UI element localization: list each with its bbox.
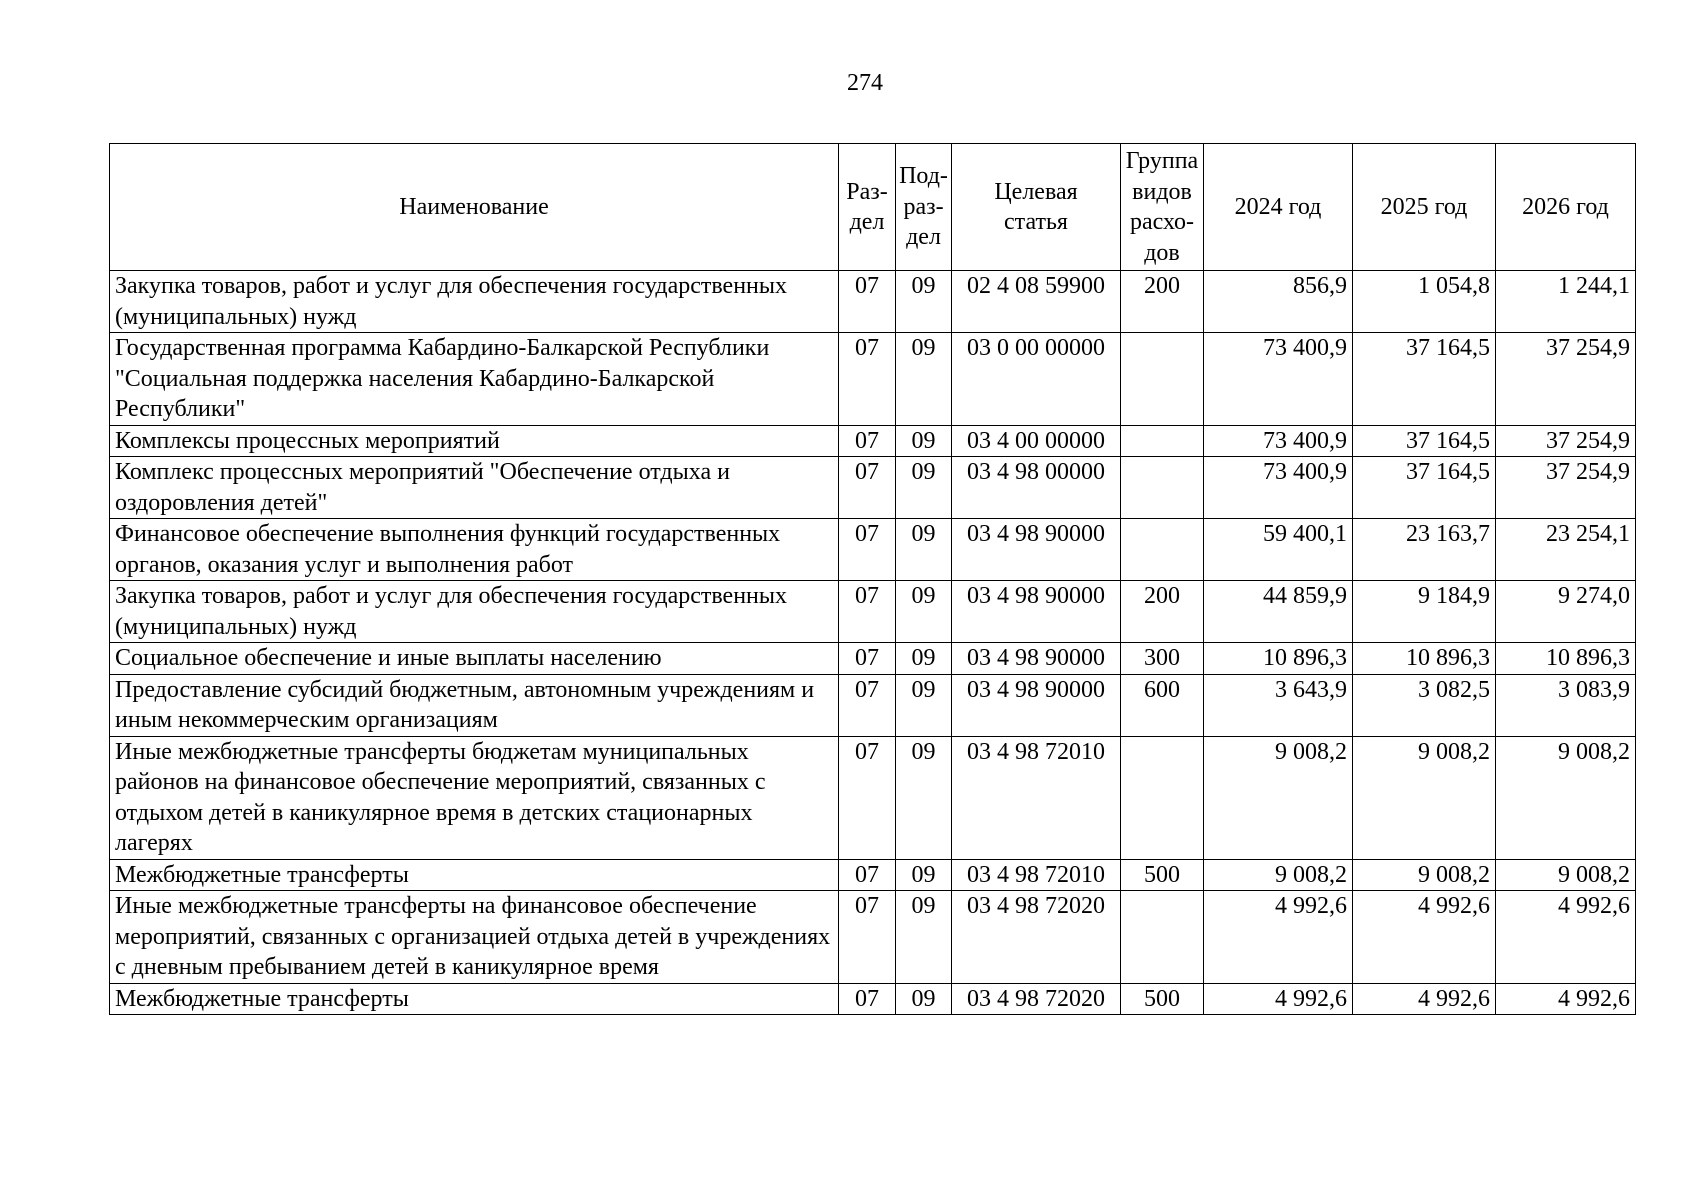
row-amount-2026: 1 244,1 [1496, 271, 1636, 333]
header-2025: 2025 год [1353, 144, 1496, 271]
header-gruppa-vidov-rashodov: Группа видов расхо- дов [1121, 144, 1204, 271]
table-row [110, 333, 1636, 426]
row-amount-2025: 3 082,5 [1353, 674, 1496, 736]
table-header-row [110, 144, 1636, 271]
row-celevaya-statya: 03 4 98 72010 [952, 859, 1121, 891]
row-amount-2025: 1 054,8 [1353, 271, 1496, 333]
row-amount-2026: 37 254,9 [1496, 457, 1636, 519]
row-podrazdel: 09 [896, 333, 952, 426]
row-razdel: 07 [839, 271, 896, 333]
row-vid-rashodov [1121, 457, 1204, 519]
header-podrazdel: Под- раз- дел [896, 144, 952, 271]
row-celevaya-statya: 03 0 00 00000 [952, 333, 1121, 426]
row-podrazdel: 09 [896, 891, 952, 984]
row-name: Закупка товаров, работ и услуг для обеспечения государственных (муниципальных) нужд [110, 581, 839, 643]
row-razdel: 07 [839, 643, 896, 675]
row-name: Социальное обеспечение и иные выплаты населению [110, 643, 839, 675]
table-row [110, 891, 1636, 984]
row-podrazdel: 09 [896, 425, 952, 457]
header-name: Наименование [110, 144, 839, 271]
row-name: Финансовое обеспечение выполнения функций государственных органов, оказания услуг и выполнения работ [110, 519, 839, 581]
row-amount-2026: 37 254,9 [1496, 333, 1636, 426]
row-amount-2025: 9 008,2 [1353, 736, 1496, 859]
row-name: Комплексы процессных мероприятий [110, 425, 839, 457]
row-amount-2026: 4 992,6 [1496, 983, 1636, 1015]
row-vid-rashodov [1121, 333, 1204, 426]
table-row [110, 674, 1636, 736]
row-amount-2026: 37 254,9 [1496, 425, 1636, 457]
row-amount-2025: 37 164,5 [1353, 457, 1496, 519]
row-amount-2024: 10 896,3 [1204, 643, 1353, 675]
row-amount-2025: 9 008,2 [1353, 859, 1496, 891]
row-amount-2026: 9 008,2 [1496, 736, 1636, 859]
table-row [110, 736, 1636, 859]
row-amount-2026: 4 992,6 [1496, 891, 1636, 984]
row-podrazdel: 09 [896, 736, 952, 859]
header-celevaya-statya: Целевая статья [952, 144, 1121, 271]
row-name: Межбюджетные трансферты [110, 859, 839, 891]
row-razdel: 07 [839, 859, 896, 891]
row-vid-rashodov: 300 [1121, 643, 1204, 675]
row-amount-2024: 3 643,9 [1204, 674, 1353, 736]
row-name: Государственная программа Кабардино-Балкарской Республики "Социальная поддержка населения Кабардино-Балкарской Республики" [110, 333, 839, 426]
budget-table [109, 143, 1636, 1015]
row-podrazdel: 09 [896, 271, 952, 333]
row-vid-rashodov [1121, 736, 1204, 859]
row-amount-2025: 23 163,7 [1353, 519, 1496, 581]
table-row [110, 859, 1636, 891]
row-vid-rashodov: 200 [1121, 271, 1204, 333]
row-amount-2026: 9 274,0 [1496, 581, 1636, 643]
row-celevaya-statya: 03 4 00 00000 [952, 425, 1121, 457]
row-razdel: 07 [839, 457, 896, 519]
table-row [110, 581, 1636, 643]
row-razdel: 07 [839, 891, 896, 984]
row-razdel: 07 [839, 425, 896, 457]
row-amount-2024: 4 992,6 [1204, 891, 1353, 984]
table-row [110, 457, 1636, 519]
row-celevaya-statya: 03 4 98 72010 [952, 736, 1121, 859]
row-razdel: 07 [839, 736, 896, 859]
row-name: Комплекс процессных мероприятий "Обеспечение отдыха и оздоровления детей" [110, 457, 839, 519]
row-razdel: 07 [839, 519, 896, 581]
table-row [110, 271, 1636, 333]
table-row [110, 643, 1636, 675]
row-amount-2026: 3 083,9 [1496, 674, 1636, 736]
row-amount-2026: 10 896,3 [1496, 643, 1636, 675]
row-celevaya-statya: 03 4 98 90000 [952, 643, 1121, 675]
row-podrazdel: 09 [896, 674, 952, 736]
row-vid-rashodov [1121, 519, 1204, 581]
row-vid-rashodov: 200 [1121, 581, 1204, 643]
row-razdel: 07 [839, 581, 896, 643]
row-celevaya-statya: 03 4 98 90000 [952, 519, 1121, 581]
row-podrazdel: 09 [896, 983, 952, 1015]
row-amount-2024: 44 859,9 [1204, 581, 1353, 643]
header-2024: 2024 год [1204, 144, 1353, 271]
row-amount-2024: 4 992,6 [1204, 983, 1353, 1015]
row-amount-2025: 9 184,9 [1353, 581, 1496, 643]
row-podrazdel: 09 [896, 519, 952, 581]
row-amount-2025: 37 164,5 [1353, 425, 1496, 457]
row-podrazdel: 09 [896, 643, 952, 675]
table-row [110, 983, 1636, 1015]
row-podrazdel: 09 [896, 457, 952, 519]
row-name: Межбюджетные трансферты [110, 983, 839, 1015]
row-amount-2024: 856,9 [1204, 271, 1353, 333]
row-name: Закупка товаров, работ и услуг для обеспечения государственных (муниципальных) нужд [110, 271, 839, 333]
row-celevaya-statya: 02 4 08 59900 [952, 271, 1121, 333]
row-amount-2024: 59 400,1 [1204, 519, 1353, 581]
header-2026: 2026 год [1496, 144, 1636, 271]
row-razdel: 07 [839, 674, 896, 736]
row-vid-rashodov [1121, 891, 1204, 984]
row-amount-2024: 73 400,9 [1204, 425, 1353, 457]
row-name: Предоставление субсидий бюджетным, автономным учреждениям и иным некоммерческим организациям [110, 674, 839, 736]
row-amount-2026: 23 254,1 [1496, 519, 1636, 581]
row-name: Иные межбюджетные трансферты на финансовое обеспечение мероприятий, связанных с организацией отдыха детей в учреждениях с дневным пребыванием детей в каникулярное время [110, 891, 839, 984]
row-vid-rashodov: 500 [1121, 983, 1204, 1015]
row-amount-2024: 9 008,2 [1204, 859, 1353, 891]
row-vid-rashodov [1121, 425, 1204, 457]
row-amount-2024: 9 008,2 [1204, 736, 1353, 859]
row-name: Иные межбюджетные трансферты бюджетам муниципальных районов на финансовое обеспечение мероприятий, связанных с отдыхом детей в каникулярное время в детских стационарных лагерях [110, 736, 839, 859]
row-celevaya-statya: 03 4 98 90000 [952, 674, 1121, 736]
header-razdel: Раз- дел [839, 144, 896, 271]
row-razdel: 07 [839, 333, 896, 426]
row-celevaya-statya: 03 4 98 90000 [952, 581, 1121, 643]
row-celevaya-statya: 03 4 98 00000 [952, 457, 1121, 519]
row-amount-2026: 9 008,2 [1496, 859, 1636, 891]
row-vid-rashodov: 600 [1121, 674, 1204, 736]
row-razdel: 07 [839, 983, 896, 1015]
row-amount-2025: 4 992,6 [1353, 983, 1496, 1015]
row-amount-2025: 10 896,3 [1353, 643, 1496, 675]
row-amount-2025: 4 992,6 [1353, 891, 1496, 984]
row-amount-2024: 73 400,9 [1204, 333, 1353, 426]
row-celevaya-statya: 03 4 98 72020 [952, 891, 1121, 984]
row-podrazdel: 09 [896, 859, 952, 891]
row-amount-2025: 37 164,5 [1353, 333, 1496, 426]
row-vid-rashodov: 500 [1121, 859, 1204, 891]
row-celevaya-statya: 03 4 98 72020 [952, 983, 1121, 1015]
row-podrazdel: 09 [896, 581, 952, 643]
row-amount-2024: 73 400,9 [1204, 457, 1353, 519]
table-row [110, 519, 1636, 581]
table-row [110, 425, 1636, 457]
page-number: 274 [847, 70, 883, 96]
